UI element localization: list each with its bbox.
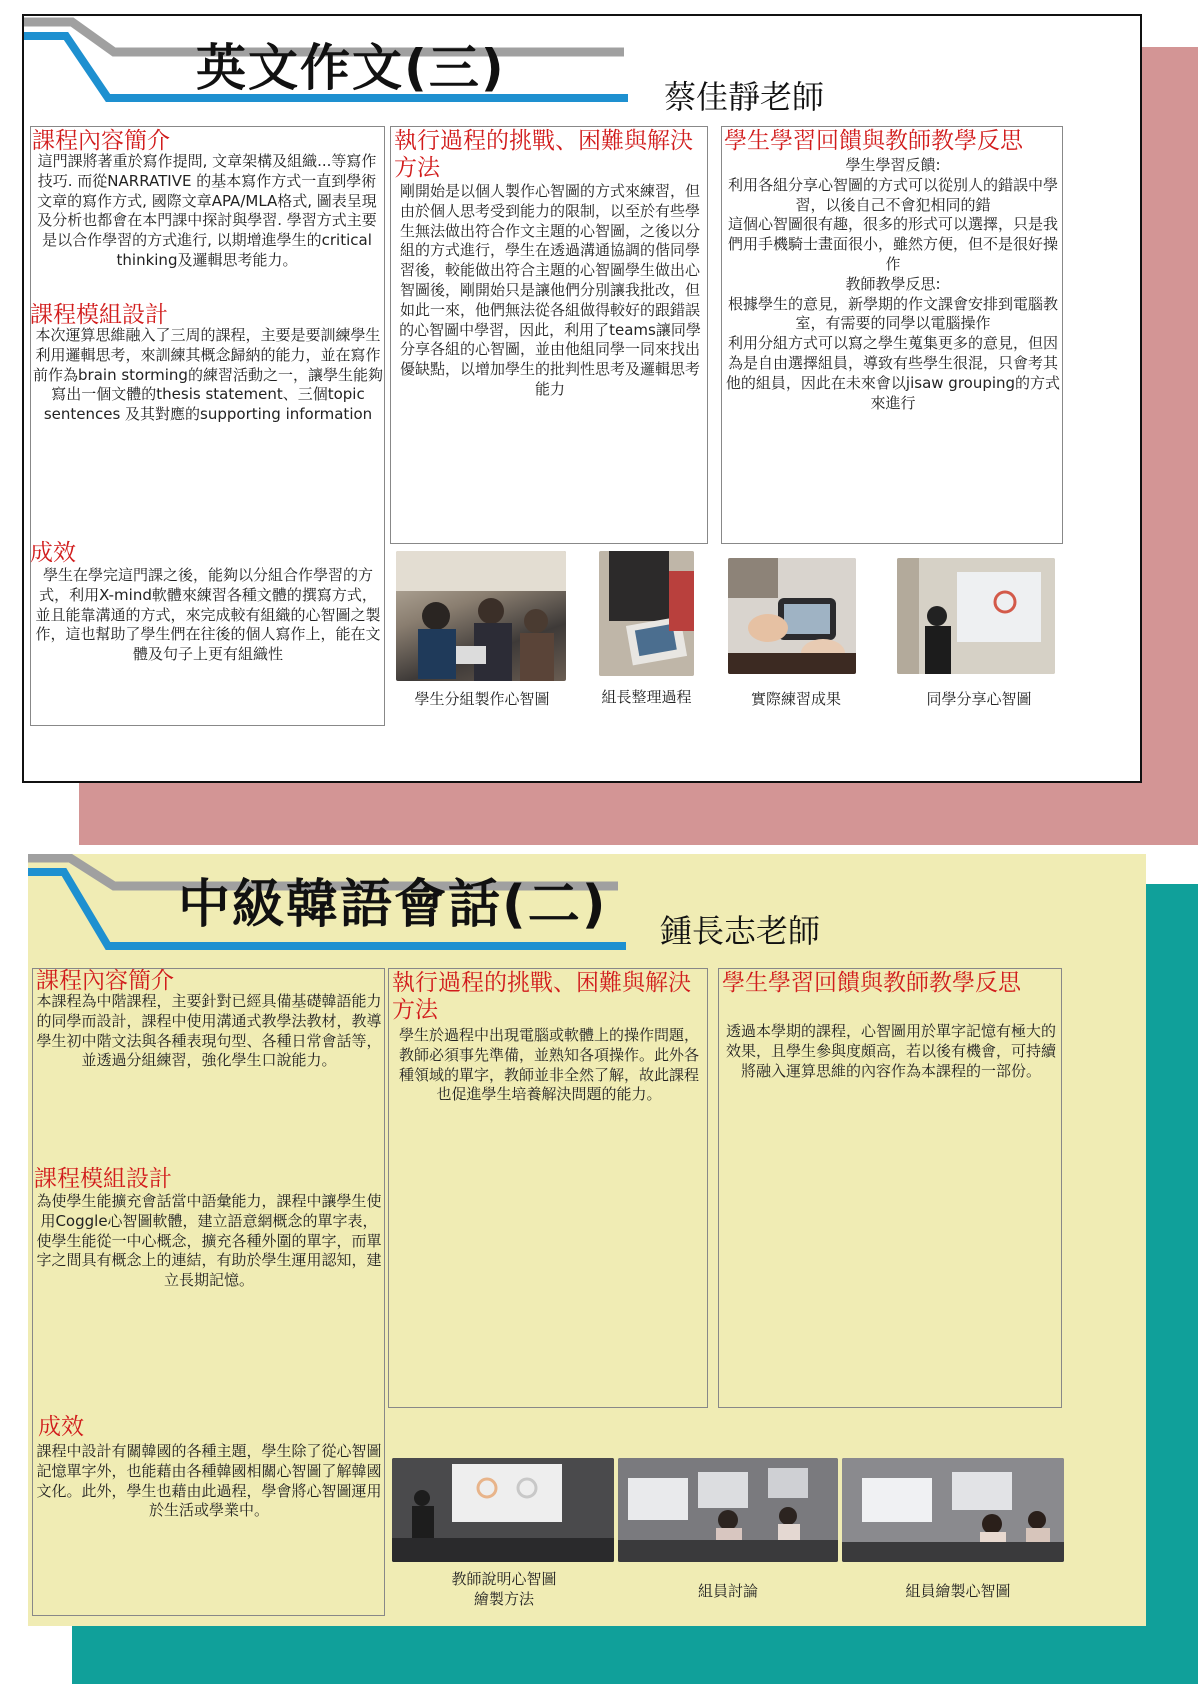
poster-korean-conversation — [28, 854, 1146, 1626]
caption-3: 組員繪製心智圖 — [905, 1582, 1011, 1600]
module-design-body: 本次運算思維融入了三周的課程，主要是要訓練學生利用邏輯思考，來訓練其概念歸納的能力，並在寫作前作為brain storming的練習活動之一，讓學生能夠寫出一個文體的thesis statement、三個topic sentences 及其對應的supporting information — [33, 326, 383, 424]
photo-sharing-mindmap-illustration — [897, 558, 1055, 674]
photo-teacher-explains — [392, 1458, 614, 1562]
results-heading: 成效 — [30, 540, 76, 566]
course-content-heading: 課程內容簡介 — [36, 968, 174, 994]
results-text: 學生在學完這門課之後，能夠以分組合作學習的方式，利用X-mind軟體來練習各種文體的撰寫方式，並且能靠溝通的方式，來完成較有組織的心智圖之製作，這也幫助了學生們在往後的個人寫作上，能在文體及句子上更有組織性 — [35, 566, 381, 664]
module-design-heading: 課程模組設計 — [34, 1166, 172, 1192]
feedback-text: 透過本學期的課程，心智圖用於單字記憶有極大的效果，且學生參與度頗高，若以後有機會，可持續將融入運算思維的內容作為本課程的一部份。 — [725, 1022, 1056, 1080]
caption-1: 學生分組製作心智圖 — [414, 690, 550, 708]
caption-1: 教師說明心智圖 繪製方法 — [451, 1570, 557, 1608]
course-content-text: 這門課將著重於寫作提問, 文章架構及組織...等寫作技巧. 而從NARRATIVE 的基本寫作方式一直到學術文章的寫作方式, 國際文章APA/MLA格式, 圖表呈現及分析也都會在本門課中探討與學習. 學習方式主要是以合作學習的方式進行, 以期增進學生的critical thinking及邏輯思考能力。 — [37, 152, 377, 269]
photo-group-mindmap-illustration — [396, 551, 566, 681]
results-heading: 成效 — [38, 1414, 84, 1440]
photo-practice-results-illustration — [728, 558, 856, 674]
teacher-name: 蔡佳靜老師 — [664, 78, 825, 116]
poster-title: 英文作文(三) — [196, 39, 506, 97]
photo-group-drawing-illustration — [842, 1458, 1064, 1562]
course-content-heading: 課程內容簡介 — [32, 128, 170, 154]
photo-leader-organizing — [599, 551, 694, 676]
photo-teacher-explains-illustration — [392, 1458, 614, 1562]
caption-4: 同學分享心智圖 — [926, 690, 1032, 708]
results-text: 課程中設計有關韓國的各種主題，學生除了從心智圖記憶單字外，也能藉由各種韓國相關心智圖了解韓國文化。此外，學生也藉由此過程，學會將心智圖運用於生活或學業中。 — [36, 1442, 382, 1520]
caption-2: 組員討論 — [697, 1582, 758, 1600]
photo-group-discussion-illustration — [618, 1458, 838, 1562]
poster-english-writing — [22, 14, 1142, 783]
course-content-text: 本課程為中階課程，主要針對已經具備基礎韓語能力的同學而設計，課程中使用溝通式教學法教材，教導學生初中階文法與各種表現句型、各種日常會話等，並透過分組練習，強化學生口說能力。 — [36, 992, 382, 1070]
poster-title: 中級韓語會話(二) — [178, 875, 608, 935]
caption-3: 實際練習成果 — [750, 690, 841, 708]
photo-practice-results — [728, 558, 856, 674]
photo-sharing-mindmap — [897, 558, 1055, 674]
challenge-text: 剛開始是以個人製作心智圖的方式來練習，但由於個人思考受到能力的限制，以至於有些學生無法做出符合作文主題的心智圖，之後以分組的方式進行，學生在透過溝通協調的偕同學習後，較能做出符合主題的心智圖學生做出心智圖後，剛開始只是讓他們分別讓我批改，但如此一來，他們無法從各組做得較好的跟錯誤的心智圖中學習，因此，利用了teams讓同學分享各組的心智圖，並由他組同學一同來找出優缺點，以增加學生的批判性思考及邏輯思考能力 — [399, 182, 701, 398]
photo-group-mindmap — [396, 551, 566, 681]
module-design-text: 為使學生能擴充會話當中語彙能力，課程中讓學生使用Coggle心智圖軟體，建立語意網概念的單字表，使學生能從一中心概念，擴充各種外圍的單字，而單字之間具有概念上的連結，有助於學生運用認知，建立長期記憶。 — [36, 1192, 382, 1290]
photo-group-discussion — [618, 1458, 838, 1562]
challenge-heading: 執行過程的挑戰、困難與解決方法 — [394, 128, 693, 182]
challenge-heading: 執行過程的挑戰、困難與解決方法 — [392, 970, 691, 1024]
challenge-text: 學生於過程中出現電腦或軟體上的操作問題，教師必須事先準備，並熟知各項操作。此外各種領域的單字，教師並非全然了解，故此課程也促進學生培養解決問題的能力。 — [398, 1026, 699, 1104]
caption-2: 組長整理過程 — [601, 688, 692, 706]
module-design-heading: 課程模組設計 — [30, 302, 168, 328]
feedback-heading: 學生學習回饋與教師教學反思 — [722, 970, 1021, 996]
teacher-name: 鍾長志老師 — [660, 912, 821, 950]
photo-group-drawing — [842, 1458, 1064, 1562]
photo-leader-organizing-illustration — [599, 551, 694, 676]
feedback-text: 學生學習反饋: 利用各組分享心智圖的方式可以從別人的錯誤中學習，以後自己不會犯相同的錯 這個心智圖很有趣，很多的形式可以選擇，只是我們用手機騎士畫面很小，雖然方便，但不是很好操作 教師教學反思: 根據學生的意見，新學期的作文課會安排到電腦教室，有需要的同學以電腦操作 利用分組方式可以寫之學生蒐集更多的意見，但因為是自由選擇組員，導致有些學生很混，只會考其他的組員，因此在未來會以jisaw grouping的方式來進行 — [725, 156, 1061, 412]
feedback-heading: 學生學習回饋與教師教學反思 — [724, 128, 1023, 154]
